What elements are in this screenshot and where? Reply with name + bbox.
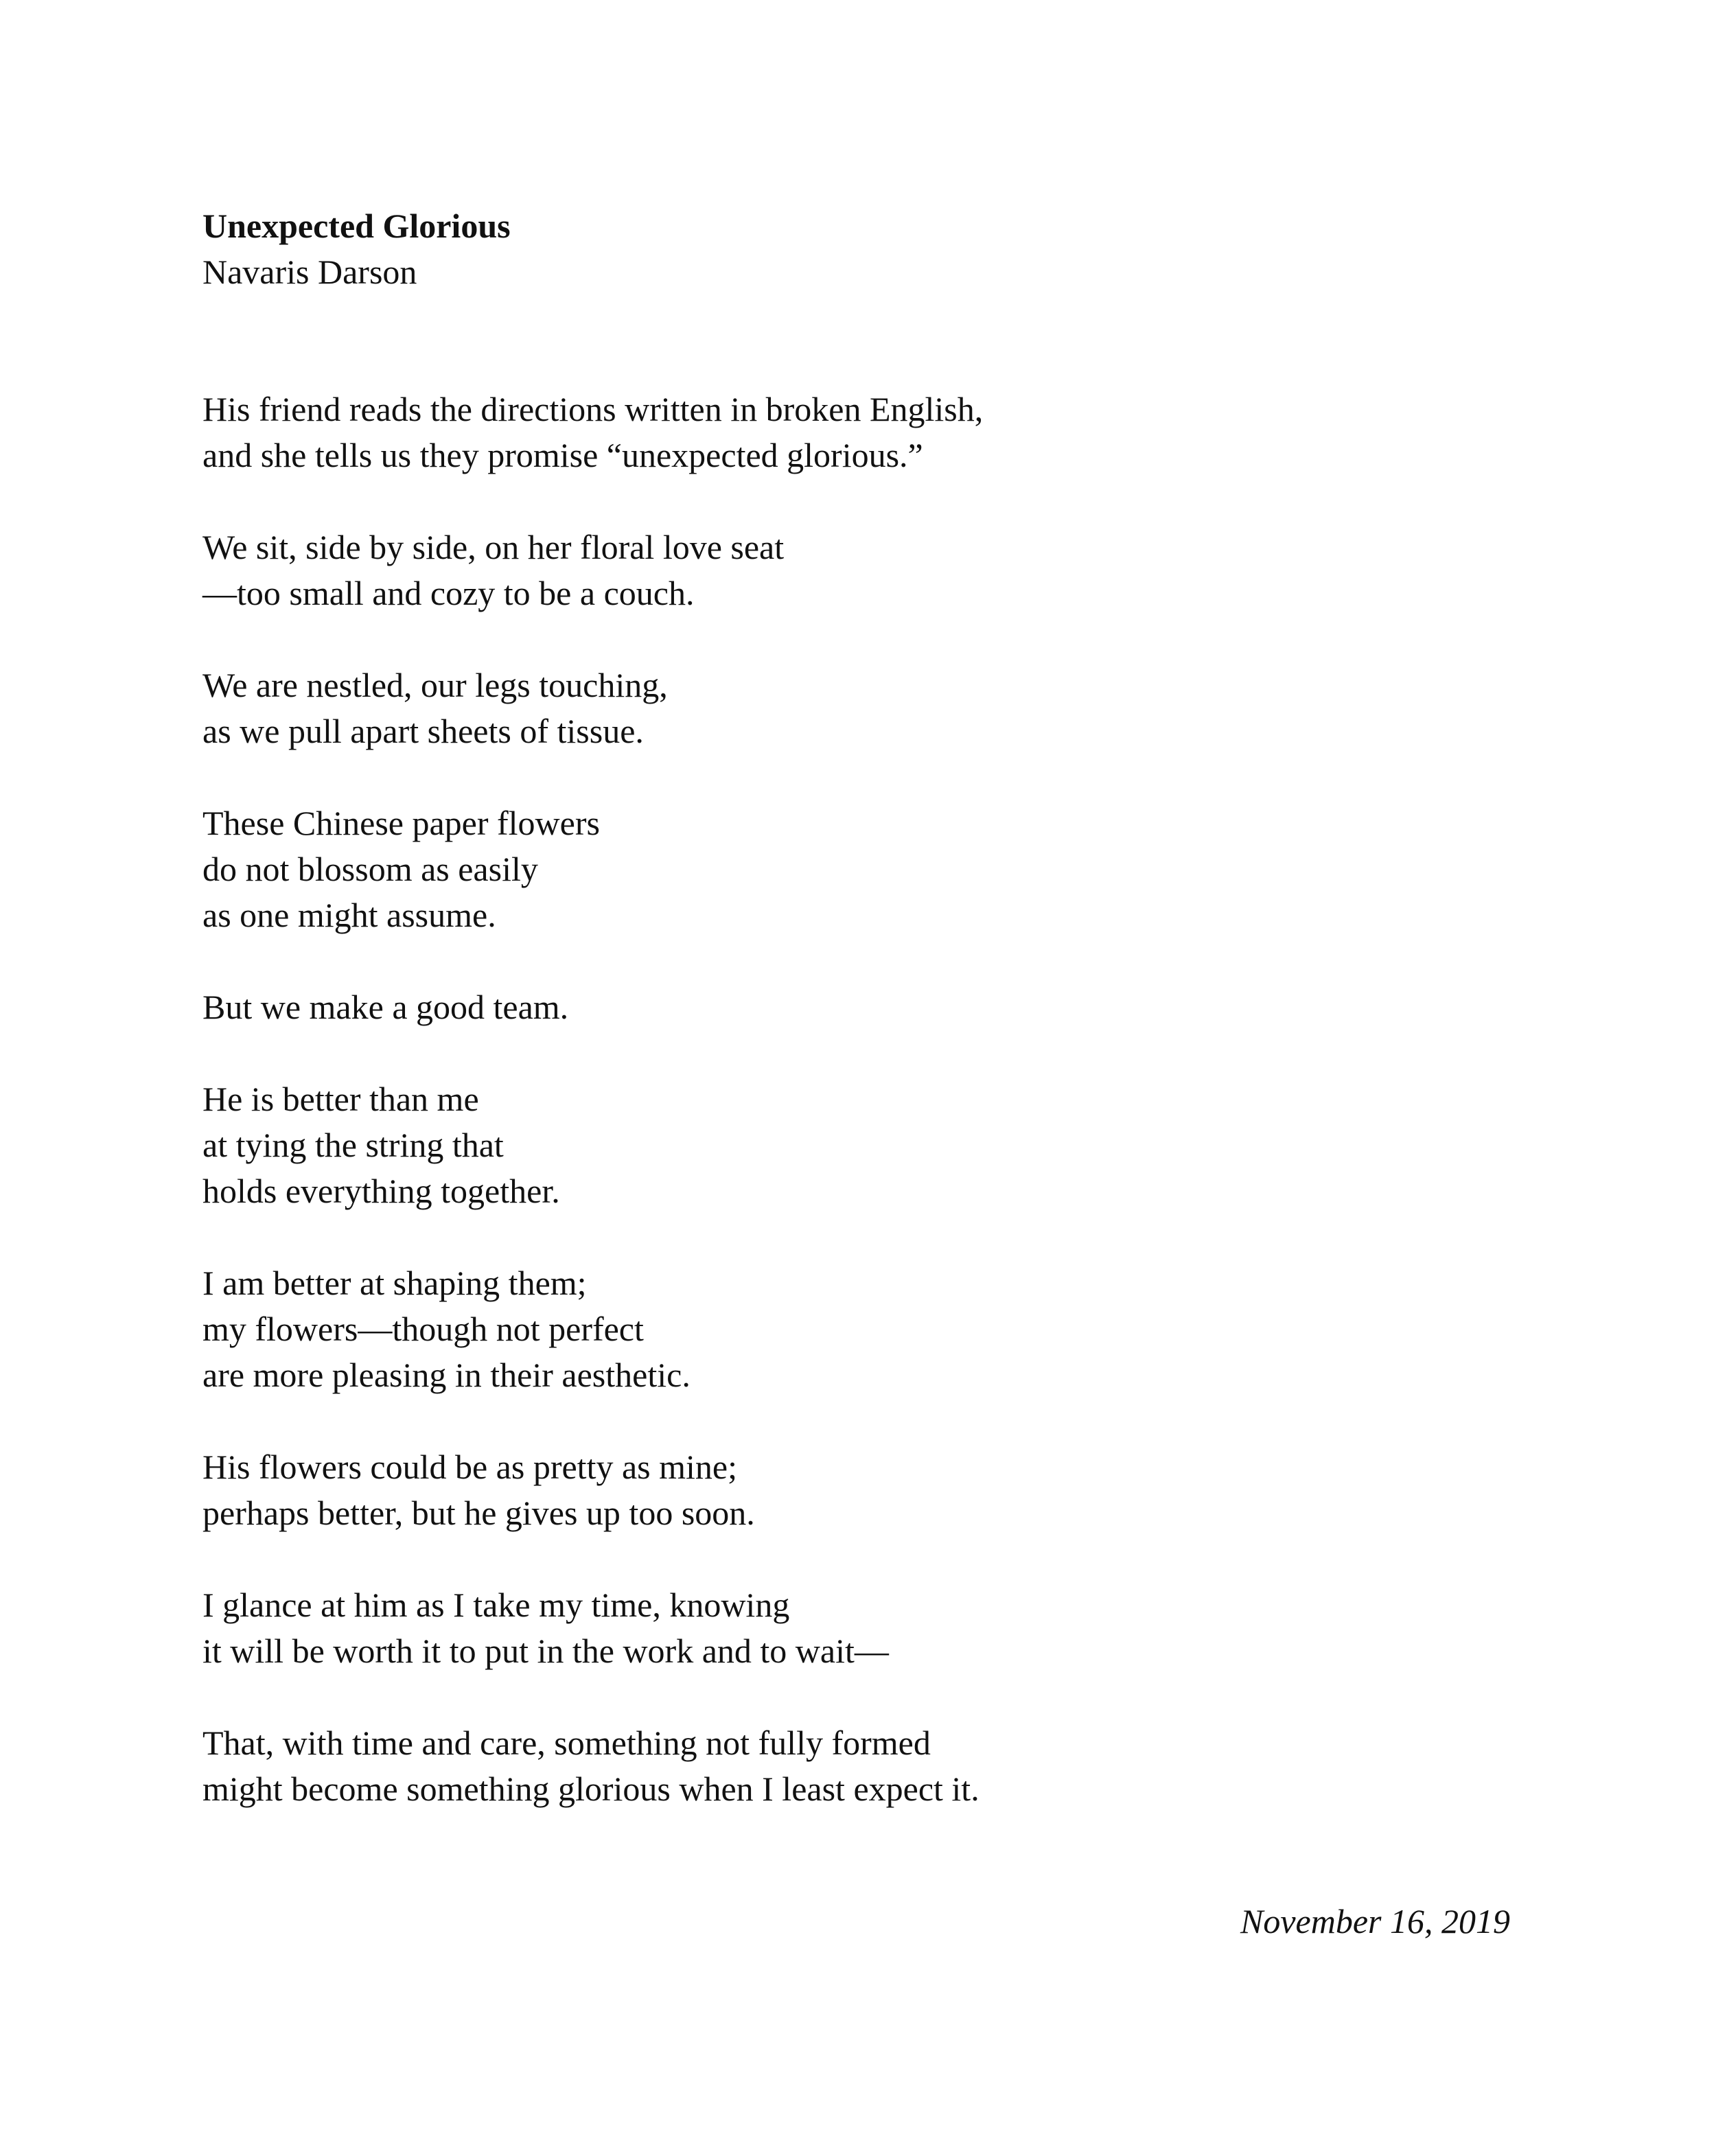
poem-line: do not blossom as easily [202,850,538,888]
poem-date: November 16, 2019 [1240,1902,1510,1940]
poem-line: We sit, side by side, on her floral love seat [202,528,785,566]
poem-line: at tying the string that [202,1126,504,1164]
poem-line: He is better than me [202,1080,479,1118]
poem-header [202,203,511,295]
poem-body [202,386,1507,1858]
poem-line: holds everything together. [202,1172,560,1210]
poem-line: His flowers could be as pretty as mine; [202,1448,737,1486]
poem-author: Navaris Darson [202,253,417,291]
poem-line: my flowers—though not perfect [202,1310,644,1348]
poem-line: That, with time and care, something not fully formed [202,1724,931,1762]
poem-line: —too small and cozy to be a couch. [202,574,695,612]
stanza [202,984,1507,1030]
poem-line: and she tells us they promise “unexpected glorious.” [202,436,923,474]
stanza [202,1720,1507,1812]
stanza [202,1444,1507,1536]
poem-line: We are nestled, our legs touching, [202,666,668,704]
poem-line: His friend reads the directions written in broken English, [202,390,984,428]
stanza [202,1076,1507,1214]
poem-line: it will be worth it to put in the work and to wait— [202,1632,889,1670]
poem-line: These Chinese paper flowers [202,804,600,842]
poem-line: as one might assume. [202,896,496,934]
poem-line: I am better at shaping them; [202,1264,587,1302]
stanza [202,662,1507,754]
stanza [202,386,1507,478]
poem-line: are more pleasing in their aesthetic. [202,1356,691,1394]
stanza [202,1582,1507,1674]
poem-title: Unexpected Glorious [202,207,511,245]
stanza [202,1260,1507,1398]
stanza [202,524,1507,616]
poem-line: But we make a good team. [202,988,569,1026]
stanza [202,800,1507,938]
poem-line: might become something glorious when I least expect it. [202,1770,979,1808]
poem-line: as we pull apart sheets of tissue. [202,712,644,750]
poem-line: perhaps better, but he gives up too soon. [202,1494,755,1532]
poem-line: I glance at him as I take my time, knowing [202,1586,790,1624]
